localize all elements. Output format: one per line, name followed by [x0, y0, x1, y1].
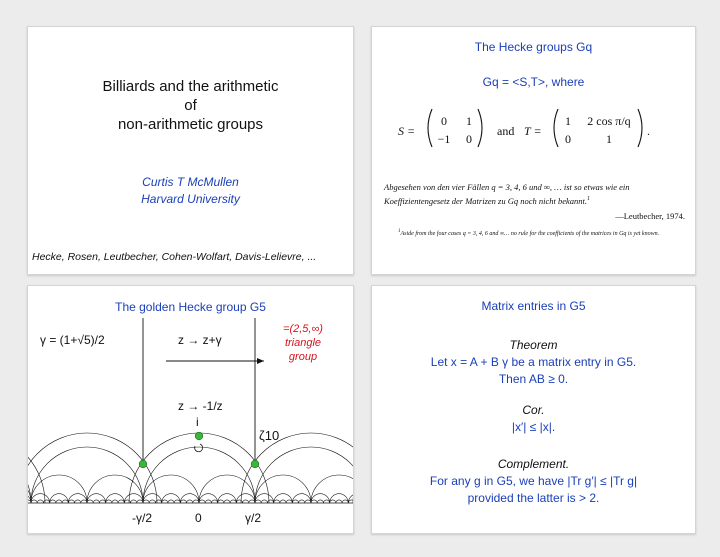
tessellation-arc	[305, 500, 311, 503]
tessellation-arc	[211, 500, 217, 503]
tessellation-arc	[236, 500, 242, 503]
s-entry-12: 1	[466, 114, 472, 128]
footnote	[398, 228, 685, 238]
tessellation-arc	[205, 500, 211, 503]
quote-text: Abgesehen von den vier Fällen q = 3, 4, 6 und ∞, … ist so etwas wie ein Koeffizientengesetz der Matrizen zu Gq noch nicht bekannt.	[384, 182, 630, 206]
translation-map: z → z+γ	[178, 333, 222, 347]
tessellation-arc	[292, 494, 311, 503]
tessellation-arc	[68, 494, 87, 503]
tessellation-arc	[137, 500, 143, 503]
tessellation-arc	[243, 500, 249, 503]
tessellation-arc	[28, 433, 45, 503]
author-name: Curtis T McMullen	[142, 175, 239, 189]
tessellation-arc	[255, 500, 261, 503]
complement-line-2: provided the latter is > 2.	[467, 491, 600, 505]
tessellation-arc	[168, 500, 174, 503]
tessellation-arc	[87, 475, 143, 503]
cusp-point-left	[139, 460, 147, 468]
tessellation-arc	[162, 500, 168, 503]
t-matrix-label: T =	[524, 124, 542, 138]
tessellation-arc	[93, 500, 99, 503]
group-definition: Gq = <S,T>, where	[482, 75, 585, 89]
tessellation-arc	[180, 500, 186, 503]
corollary-block	[372, 402, 695, 436]
tessellation-arc	[81, 500, 87, 503]
footnote-text: Aside from the four cases q = 3, 4, 6 and ∞… no rule for the coefficients of the matrices in Gq is yet known.	[400, 231, 660, 237]
tessellation-arc	[255, 494, 274, 503]
tessellation-arc	[218, 500, 224, 503]
hecke-groups-slide[interactable]	[371, 26, 696, 275]
triangle-group-signature: =(2,5,∞)	[283, 323, 323, 335]
generator-matrices	[372, 97, 695, 167]
tessellation-arc	[112, 500, 118, 503]
tessellation-arc	[199, 494, 218, 503]
slide-title: The Hecke groups Gq	[474, 40, 593, 54]
inversion-map: z → -1/z	[178, 399, 223, 413]
svg-text:.: .	[647, 124, 650, 138]
i-label: i	[196, 415, 199, 429]
tessellation-arc	[241, 433, 353, 503]
tessellation-arc	[199, 500, 205, 503]
tessellation-arc	[106, 500, 112, 503]
tessellation-arc	[149, 500, 155, 503]
fundamental-domain-figure	[28, 286, 353, 533]
slide-title: The golden Hecke group G5	[115, 300, 266, 314]
t-entry-11: 1	[565, 114, 571, 128]
tessellation-arc	[230, 500, 236, 503]
tessellation-arc	[62, 500, 68, 503]
footnote-mark: 1	[398, 229, 401, 234]
tessellation-arc	[31, 500, 37, 503]
tessellation-arc	[292, 500, 298, 503]
tessellation-arc	[336, 500, 342, 503]
tessellation-arc	[129, 433, 269, 503]
s-matrix-label: S =	[398, 124, 416, 138]
tessellation-arc	[28, 433, 157, 503]
tessellation-arc	[330, 494, 349, 503]
tessellation-arc	[99, 500, 105, 503]
s-entry-22: 0	[466, 132, 472, 146]
tessellation-arc	[87, 500, 93, 503]
t-right-paren	[638, 109, 642, 147]
tessellation-arc	[267, 500, 273, 503]
group-word: group	[288, 351, 318, 363]
axis-label-half-gamma: γ/2	[245, 511, 262, 525]
zeta10-label: ζ10	[259, 428, 280, 443]
theorem-line-2: Then AB ≥ 0.	[498, 372, 569, 386]
tessellation-arc	[174, 500, 180, 503]
tessellation-arc	[180, 494, 199, 503]
complement-block	[372, 456, 695, 507]
tessellation-arc	[311, 475, 353, 503]
quote-attribution: —Leutbecher, 1974.	[615, 211, 685, 221]
tessellation-arc	[311, 494, 330, 503]
corollary-line: |x′| ≤ |x|.	[511, 420, 556, 434]
arrowhead-icon	[257, 358, 264, 364]
author-affiliation: Harvard University	[141, 192, 240, 206]
tessellation-arc	[249, 500, 255, 503]
i-point	[195, 432, 203, 440]
tessellation-arc	[255, 475, 311, 503]
tessellation-arc	[87, 494, 106, 503]
author-block	[28, 174, 353, 208]
tessellation-arc	[199, 475, 255, 503]
t-entry-21: 0	[565, 132, 571, 146]
tessellation-arc	[193, 500, 199, 503]
tessellation-arc	[311, 500, 317, 503]
tessellation-arc	[348, 500, 353, 503]
tessellation-arc	[124, 494, 143, 503]
tessellation-arc	[187, 500, 193, 503]
leutbecher-quote	[384, 181, 685, 207]
tessellation-arc	[68, 500, 74, 503]
s-left-paren	[428, 109, 432, 147]
tessellation-arc	[131, 500, 137, 503]
tessellation-arc	[299, 500, 305, 503]
title-line-1: Billiards and the arithmetic	[102, 78, 279, 95]
tessellation-arc	[261, 500, 267, 503]
axis-label-zero: 0	[195, 511, 202, 525]
tessellation-arc	[43, 500, 49, 503]
complement-heading: Complement.	[497, 457, 570, 471]
title-slide[interactable]	[27, 26, 354, 275]
tessellation-arc	[323, 500, 329, 503]
theorem-block	[372, 337, 695, 388]
title-line-2: of	[184, 97, 197, 114]
tessellation-arc	[118, 500, 124, 503]
tessellation-arc	[143, 500, 149, 503]
tessellation-arc	[342, 500, 348, 503]
rotation-arrow-icon	[195, 444, 203, 452]
tessellation-arc	[56, 500, 62, 503]
tessellation-arc	[218, 494, 237, 503]
t-entry-22: 1	[606, 132, 612, 146]
complement-line-1: For any g in G5, we have |Tr g′| ≤ |Tr g|	[429, 474, 638, 488]
gamma-definition: γ = (1+√5)/2	[40, 333, 105, 347]
t-left-paren	[554, 109, 558, 147]
s-right-paren	[478, 109, 482, 147]
matrix-entries-slide[interactable]	[371, 285, 696, 534]
tessellation-arc	[143, 475, 199, 503]
s-entry-21: −1	[437, 132, 451, 146]
tessellation-arc	[274, 500, 280, 503]
zeta10-point	[251, 460, 259, 468]
tessellation-arc	[75, 500, 81, 503]
talk-title	[28, 77, 353, 134]
tessellation-arc	[286, 500, 292, 503]
tessellation-arc	[143, 447, 255, 503]
tessellation-arc	[106, 494, 125, 503]
t-entry-12: 2 cos π/q	[587, 114, 631, 128]
golden-hecke-slide[interactable]	[27, 285, 354, 534]
and-word: and	[497, 124, 515, 138]
axis-label-neg-half-gamma: -γ/2	[132, 511, 153, 525]
theorem-heading: Theorem	[509, 338, 558, 352]
tessellation-arc	[317, 500, 323, 503]
tessellation-arc	[37, 500, 43, 503]
quote-footnote-mark: 1	[587, 196, 591, 202]
tessellation-arc	[162, 494, 181, 503]
tessellation-arc	[143, 494, 162, 503]
tessellation-arc	[124, 500, 130, 503]
corollary-heading: Cor.	[522, 403, 545, 417]
farey-arcs	[28, 433, 353, 503]
title-line-3: non-arithmetic groups	[117, 116, 264, 133]
theorem-line-1: Let x = A + B γ be a matrix entry in G5.	[430, 355, 637, 369]
tessellation-arc	[31, 475, 87, 503]
tessellation-arc	[50, 500, 56, 503]
s-entry-11: 0	[441, 114, 447, 128]
tessellation-arc	[155, 500, 161, 503]
slide-title: Matrix entries in G5	[481, 299, 586, 313]
tessellation-arc	[224, 500, 230, 503]
triangle-word: triangle	[284, 337, 322, 349]
tessellation-arc	[236, 494, 255, 503]
tessellation-arc	[348, 494, 353, 503]
tessellation-arc	[330, 500, 336, 503]
tessellation-arc	[274, 494, 293, 503]
tessellation-arc	[280, 500, 286, 503]
tessellation-arc	[31, 494, 50, 503]
references-line: Hecke, Rosen, Leutbecher, Cohen-Wolfart, Davis-Lelievre, ...	[32, 251, 317, 263]
tessellation-arc	[31, 447, 143, 503]
tessellation-arc	[50, 494, 69, 503]
